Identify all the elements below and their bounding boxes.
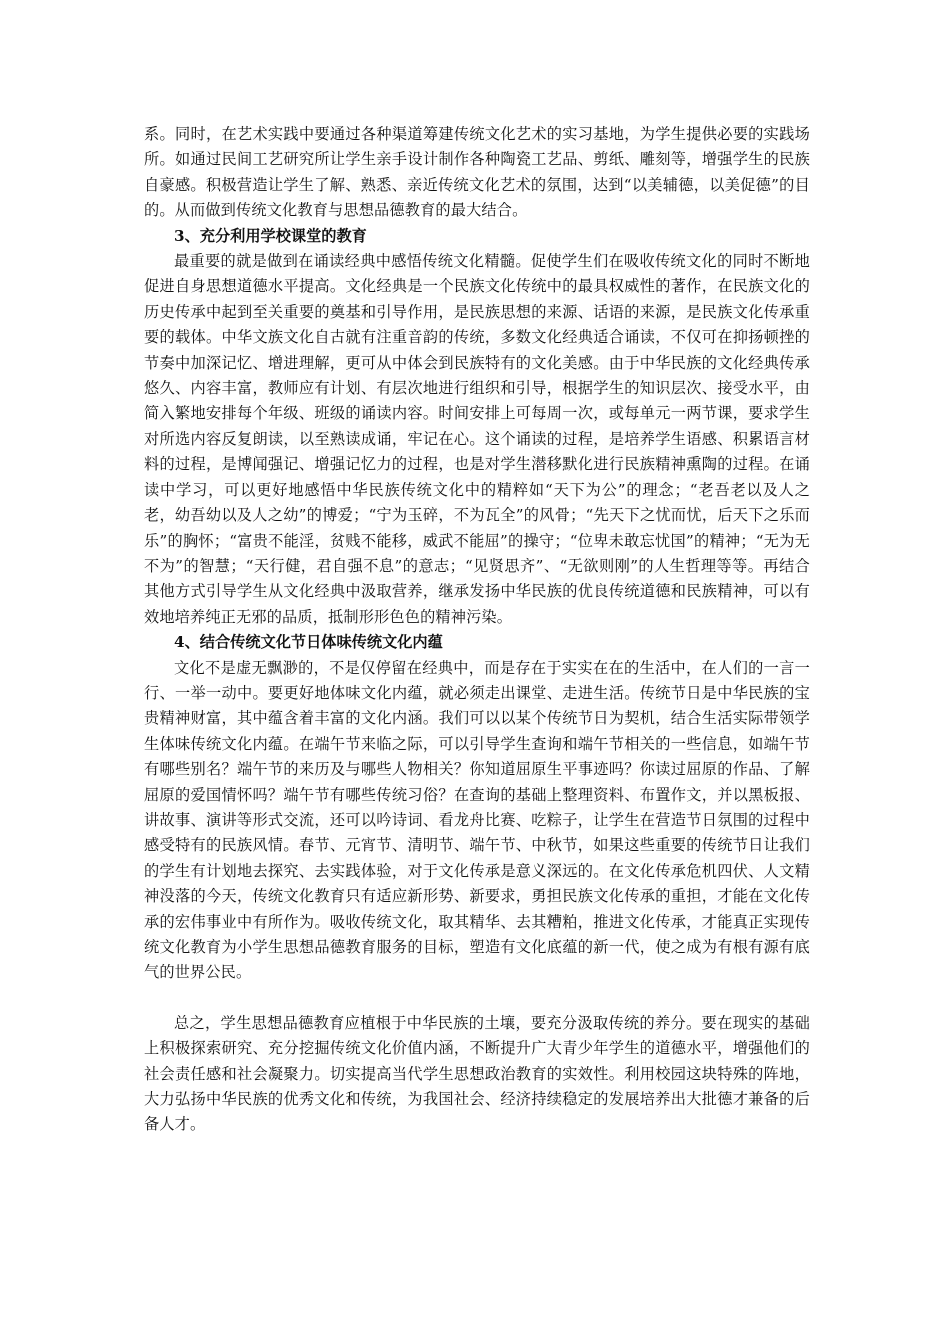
heading-section-3: 3、充分利用学校课堂的教育 [174, 226, 367, 245]
paragraph-art-practice: 系。同时，在艺术实践中要通过各种渠道筹建传统文化艺术的实习基地，为学生提供必要的实践场所。如通过民间工艺研究所让学生亲手设计制作各种陶瓷工艺品、剪纸、雕刻等，增强学生的民族自豪感。积极营造让学生了解、熟悉、亲近传统文化艺术的氛围，达到“以美辅德，以美促德”的目的。从而做到传统文化教育与思想品德教育的最大结合。 [144, 125, 810, 220]
heading-section-4: 4、结合传统文化节日体味传统文化内蕴 [174, 633, 443, 652]
paragraph-classic-reading: 最重要的就是做到在诵读经典中感悟传统文化精髓。促使学生们在吸收传统文化的同时不断地促进自身思想道德水平提高。文化经典是一个民族文化传统中的最具权威性的著作，在民族文化的历史传承中起到至关重要的奠基和引导作用，是民族思想的来源、话语的来源，是民族文化传承重要的载体。中华文族文化自古就有注重音韵的传统，多数文化经典适合诵读，不仅可在抑扬顿挫的节奏中加深记忆、增进理解，更可从中体会到民族特有的文化美感。由于中华民族的文化经典传承悠久、内容丰富，教师应有计划、有层次地进行组织和引导，根据学生的知识层次、接受水平，由简入繁地安排每个年级、班级的诵读内容。时间安排上可每周一次，或每单元一两节课，要求学生对所选内容反复朗读，以至熟读成诵，牢记在心。这个诵读的过程，是培养学生语感、积累语言材料的过程，是博闻强记、增强记忆力的过程，也是对学生潜移默化进行民族精神熏陶的过程。在诵读中学习，可以更好地感悟中华民族传统文化中的精粹如“天下为公”的理念；“老吾老以及人之老，幼吾幼以及人之幼”的博爱；“宁为玉碎，不为瓦全”的风骨；“先天下之忧而忧，后天下之乐而乐”的胸怀；“富贵不能淫，贫贱不能移，威武不能屈”的操守；“位卑未敢忘忧国”的精神；“无为无不为”的智慧；“天行健，君自强不息”的意志；“见贤思齐”、“无欲则刚”的人生哲理等等。再结合其他方式引导学生从文化经典中汲取营养，继承发扬中华民族的优良传统道德和民族精神，可以有效地培养纯正无邪的品质，抵制形形色色的精神污染。 [144, 252, 810, 626]
paragraph-traditional-festivals: 文化不是虚无飘渺的，不是仅停留在经典中，而是存在于实实在在的生活中，在人们的一言一行、一举一动中。要更好地体味文化内蕴，就必须走出课堂、走进生活。传统节日是中华民族的宝贵精神财富，其中蕴含着丰富的文化内涵。我们可以以某个传统节日为契机，结合生活实际带领学生体味传统文化内蕴。在端午节来临之际，可以引导学生查询和端午节相关的一些信息，如端午节有哪些别名？端午节的来历及与哪些人物相关？你知道屈原生平事迹吗？你读过屈原的作品、了解屈原的爱国情怀吗？端午节有哪些传统习俗？在查询的基础上整理资料、布置作文，并以黑板报、讲故事、演讲等形式交流，还可以吟诗词、看龙舟比赛、吃粽子，让学生在营造节日氛围的过程中感受特有的民族风情。春节、元宵节、清明节、端午节、中秋节，如果这些重要的传统节日让我们的学生有计划地去探究、去实践体验，对于文化传承是意义深远的。在文化传承危机四伏、人文精神没落的今天，传统文化教育只有适应新形势、新要求，勇担民族文化传承的重担，才能在文化传承的宏伟事业中有所作为。吸收传统文化，取其精华、去其糟粕，推进文化传承，才能真正实现传统文化教育为小学生思想品德教育服务的目标，塑造有文化底蕴的新一代，使之成为有根有源有底气的世界公民。 [144, 658, 810, 982]
document-page [144, 122, 810, 1138]
paragraph-conclusion: 总之，学生思想品德教育应植根于中华民族的土壤，要充分汲取传统的养分。要在现实的基础上积极探索研究、充分挖掘传统文化价值内涵，不断提升广大青少年学生的道德水平，增强他们的社会责任感和社会凝聚力。切实提高当代学生思想政治教育的实效性。利用校园这块特殊的阵地，大力弘扬中华民族的优秀文化和传统，为我国社会、经济持续稳定的发展培养出大批德才兼备的后备人才。 [144, 1013, 810, 1134]
paragraph-spacer [144, 986, 810, 1011]
